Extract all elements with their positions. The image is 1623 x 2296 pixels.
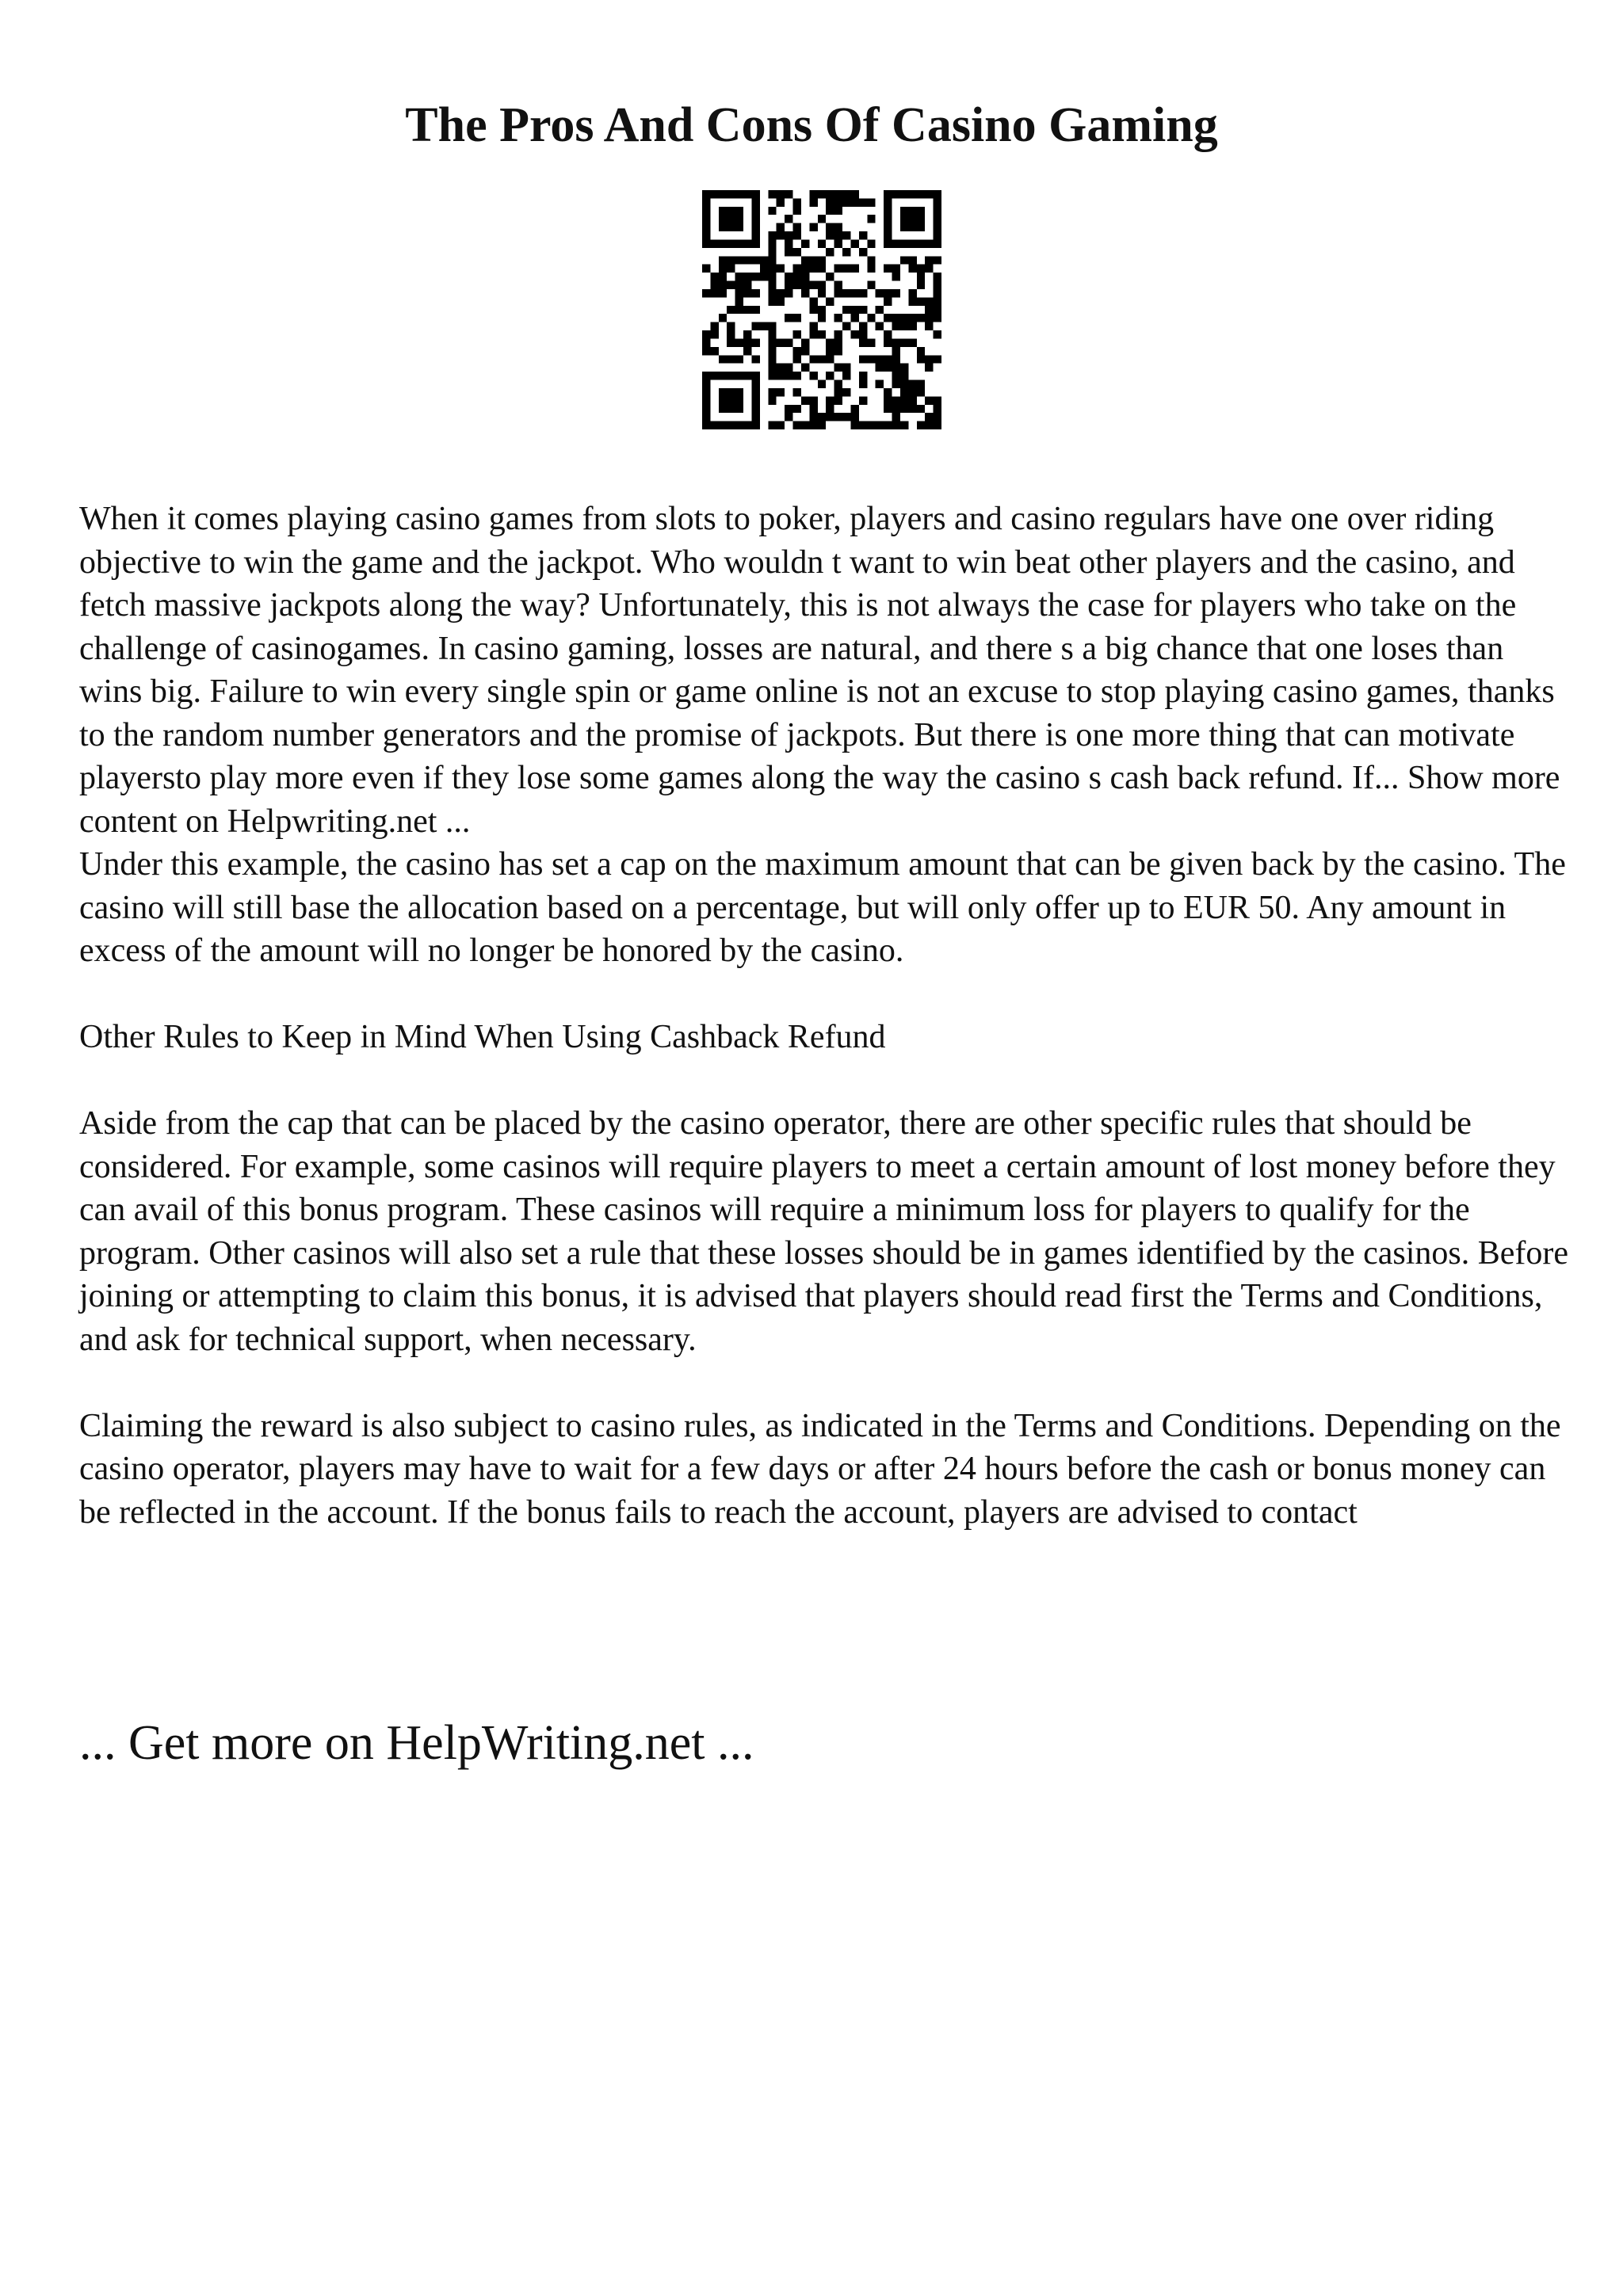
qr-code-icon[interactable] [702,190,941,429]
paragraph-intro: When it comes playing casino games from slots to poker, players and casino regulars have one over riding objective to win the game and the jackpot. Who wouldn t want to win beat other players and the casino, and fetch massive jackpots along the way? Unfortunately, this is not always the case for players who take on the challenge of casinogames. In casino gaming, losses are natural, and there s a big chance that one loses than wins big. Failure to win every single spin or game online is not an excuse to stop playing casino games, thanks to the random number generators and the promise of jackpots. But there is one more thing that can motivate playersto play more even if they lose some games along the way the casino s cash back refund. If... Show more content on Helpwriting.net ... [79,501,1560,840]
paragraph-claiming: Claiming the reward is also subject to casino rules, as indicated in the Terms and Conditions. Depending on the casino operator, players may have to wait for a few days or after 24 hours before the cash or bonus money can be reflected in the account. If the bonus fails to reach the account, players are advised to contact [79,1407,1561,1531]
document-title: The Pros And Cons Of Casino Gaming [405,98,1218,152]
document-body [79,498,1569,1534]
paragraph-cap-example: Under this example, the casino has set a cap on the maximum amount that can be given back by the casino. The casino will still base the allocation based on a percentage, but will only offer up to EUR 50. Any amount in excess of the amount will no longer be honored by the casino. [79,846,1566,969]
paragraph-other-rules: Aside from the cap that can be placed by the casino operator, there are other specific rules that should be considered. For example, some casinos will require players to meet a certain amount of lost money before they can avail of this bonus program. These casinos will require a minimum loss for players to qualify for the program. Other casinos will also set a rule that these losses should be in games identified by the casinos. Before joining or attempting to claim this bonus, it is advised that players should read first the Terms and Conditions, and ask for technical support, when necessary. [79,1105,1569,1358]
section-heading: Other Rules to Keep in Mind When Using Cashback Refund [79,1019,886,1055]
get-more-link[interactable]: ... Get more on HelpWriting.net ... [79,1716,754,1770]
